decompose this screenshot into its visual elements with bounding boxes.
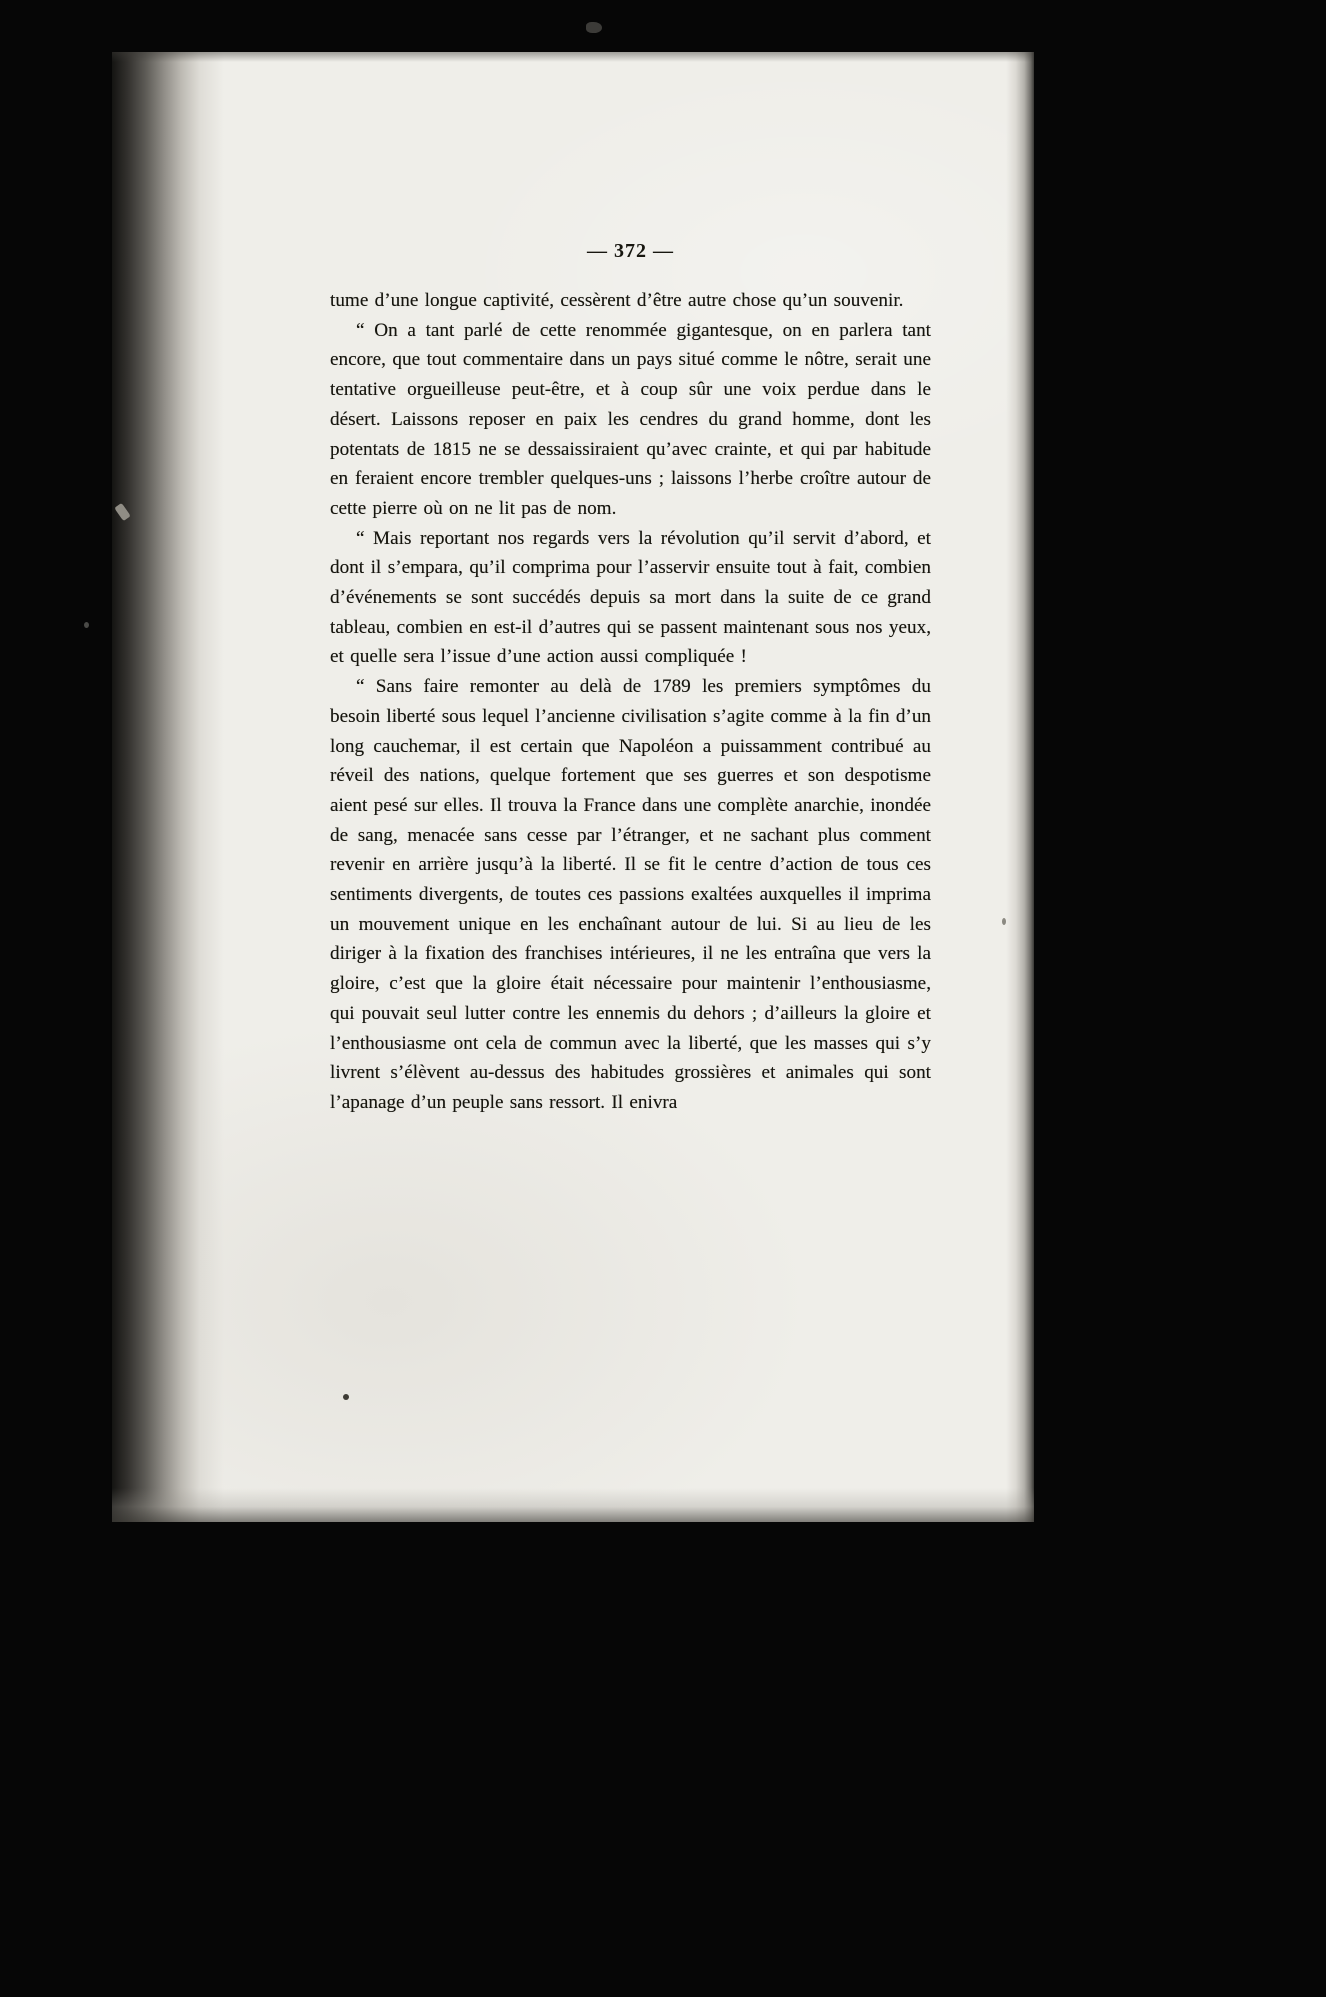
binding-gutter-shadow — [112, 52, 224, 1522]
page-bottom-edge-shadow — [112, 1488, 1034, 1522]
page-number: — 372 — — [587, 240, 674, 262]
paragraph-quote-3: “ Sans faire remonter au delà de 1789 les premiers symptômes du besoin liberté sous lequel l’ancienne civilisation s’agite comme à la fin d’un long cauchemar, il est certain que Napoléon a puissamment contribué au réveil des nations, quelque fortement que ses guerres et son despotisme aient pesé sur elles. Il trouva la France dans une complète anarchie, inondée de sang, menacée sans cesse par l’étranger, et ne sachant plus comment revenir en arrière jusqu’à la liberté. Il se fit le centre d’action de tous ces sentiments divergents, de toutes ces passions exaltées auxquelles il imprima un mouvement unique en les enchaînant autour de lui. Si au lieu de les diriger à la fixation des franchises intérieures, il ne les entraîna que vers la gloire, c’est que la gloire était nécessaire pour maintenir l’enthousiasme, qui pouvait seul lutter contre les ennemis du dehors ; d’ailleurs la gloire et l’enthousiasme ont cela de commun avec la liberté, que les masses qui s’y livrent s’élèvent au-dessus des habitudes grossières et animales qui sont l’apanage d’un peuple sans ressort. Il enivra — [330, 676, 932, 1113]
page-top-edge-shadow — [112, 52, 1034, 62]
scan-artifact — [343, 1394, 349, 1400]
paragraph-continuation: tume d’une longue captivité, cessèrent d’être autre chose qu’un souvenir. — [330, 290, 904, 311]
scanned-page — [112, 52, 1034, 1522]
page-right-edge-shadow — [1006, 52, 1034, 1522]
paragraph-quote-2: “ Mais reportant nos regards vers la révolution qu’il servit d’abord, et dont il s’empara, qu’il comprima pour l’asservir ensuite tout à fait, combien d’événements se sont succédés depuis sa mort dans la suite de ce grand tableau, combien en est-il d’autres qui se passent maintenant sous nos yeux, et quelle sera l’issue d’une action aussi compliquée ! — [330, 527, 931, 668]
scan-artifact — [1002, 918, 1006, 925]
paragraph-quote-1: “ On a tant parlé de cette renommée gigantesque, on en parlera tant encore, que tout commentaire dans un pays situé comme le nôtre, serait une tentative orgueilleuse peut-être, et à coup sûr une voix perdue dans le désert. Laissons reposer en paix les cendres du grand homme, dont les potentats de 1815 ne se dessaissiraient qu’avec crainte, et qui par habitude en feraient encore trembler quelques-uns ; laissons l’herbe croître autour de cette pierre où on ne lit pas de nom. — [330, 319, 931, 519]
text-block — [330, 286, 931, 1118]
scan-artifact — [586, 22, 602, 33]
scan-artifact — [84, 622, 89, 628]
